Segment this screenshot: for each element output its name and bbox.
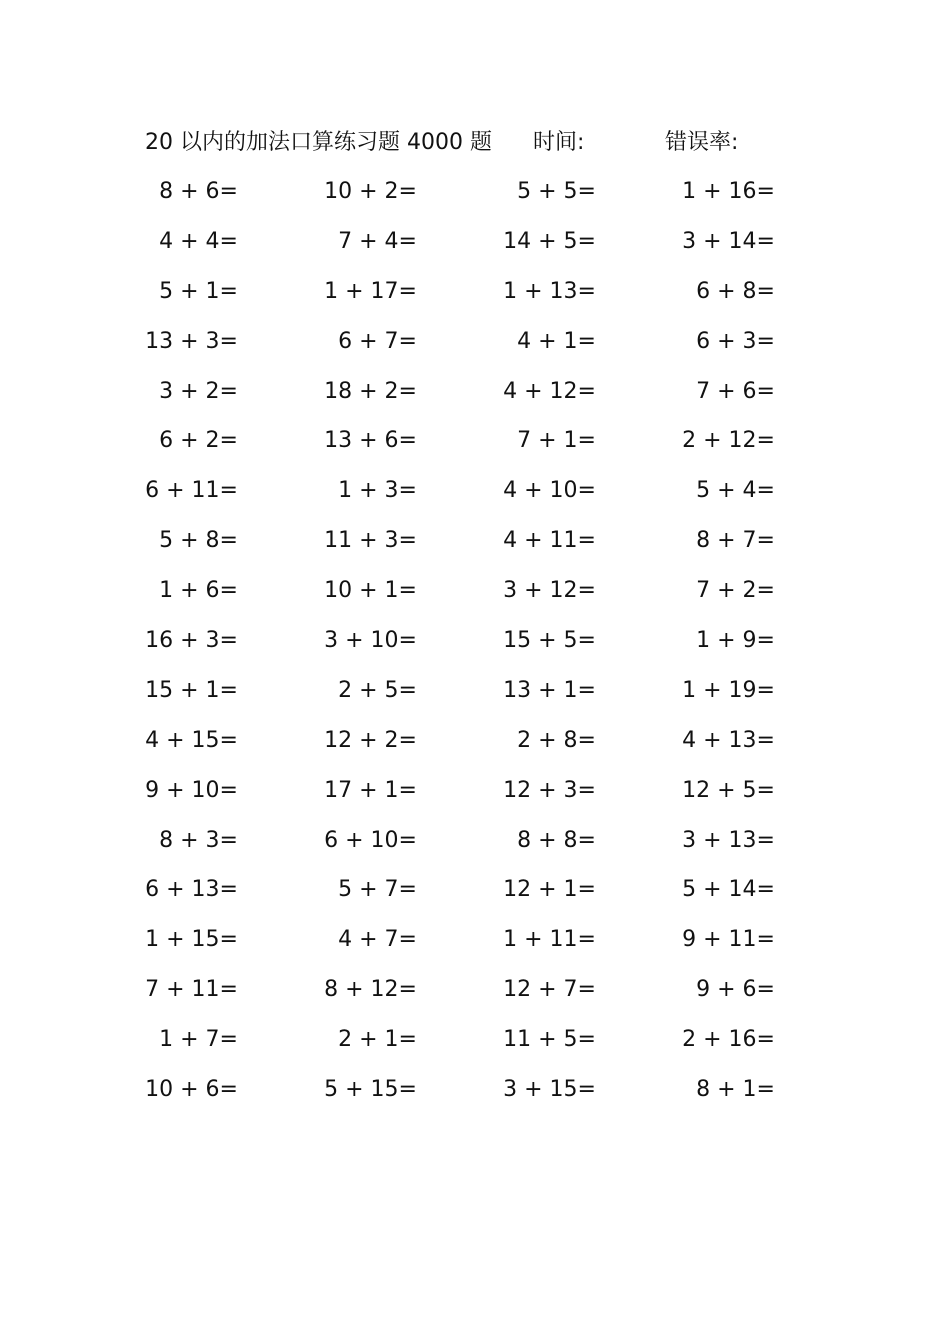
addition-problem: 7 + 6= — [696, 378, 775, 404]
addition-problem: 6 + 13= — [145, 877, 238, 903]
addition-problem: 2 + 5= — [338, 677, 417, 703]
addition-problem: 6 + 11= — [145, 478, 238, 504]
worksheet-header — [0, 126, 950, 160]
addition-problem: 9 + 11= — [682, 927, 775, 953]
addition-problem: 11 + 3= — [324, 528, 417, 554]
addition-problem: 10 + 6= — [145, 1077, 238, 1103]
addition-problem: 4 + 7= — [338, 927, 417, 953]
problem-row — [0, 920, 950, 970]
addition-problem: 1 + 19= — [682, 677, 775, 703]
addition-problem: 13 + 6= — [324, 428, 417, 454]
addition-problem: 7 + 1= — [517, 428, 596, 454]
addition-problem: 1 + 9= — [696, 628, 775, 654]
problem-row — [0, 172, 950, 222]
addition-problem: 6 + 3= — [696, 328, 775, 354]
addition-problem: 4 + 12= — [503, 378, 596, 404]
addition-problem: 10 + 2= — [324, 179, 417, 204]
problem-row — [0, 621, 950, 671]
addition-problem: 12 + 3= — [503, 777, 596, 803]
addition-problem: 18 + 2= — [324, 378, 417, 404]
addition-problem: 1 + 17= — [324, 278, 417, 304]
addition-problem: 2 + 12= — [682, 428, 775, 454]
problem-row — [0, 970, 950, 1020]
addition-problem: 4 + 1= — [517, 328, 596, 354]
addition-problem: 5 + 1= — [159, 278, 238, 304]
addition-problem: 5 + 15= — [324, 1077, 417, 1103]
problem-row — [0, 1020, 950, 1070]
addition-problem: 7 + 2= — [696, 578, 775, 604]
addition-problem: 8 + 1= — [696, 1077, 775, 1103]
problem-row — [0, 571, 950, 621]
problem-row — [0, 521, 950, 571]
problem-row — [0, 471, 950, 521]
addition-problem: 1 + 13= — [503, 278, 596, 304]
addition-problem: 16 + 3= — [145, 628, 238, 654]
time-label: 时间: — [533, 130, 585, 155]
problem-row — [0, 272, 950, 322]
addition-problem: 6 + 2= — [159, 428, 238, 454]
addition-problem: 4 + 13= — [682, 727, 775, 753]
addition-problem: 5 + 7= — [338, 877, 417, 903]
addition-problem: 3 + 14= — [682, 228, 775, 254]
addition-problem: 15 + 1= — [145, 677, 238, 703]
problem-row — [0, 322, 950, 372]
problem-row — [0, 870, 950, 920]
addition-problem: 14 + 5= — [503, 228, 596, 254]
addition-problem: 2 + 1= — [338, 1027, 417, 1053]
addition-problem: 12 + 1= — [503, 877, 596, 903]
addition-problem: 1 + 15= — [145, 927, 238, 953]
addition-problem: 5 + 4= — [696, 478, 775, 504]
addition-problem: 4 + 10= — [503, 478, 596, 504]
addition-problem: 3 + 13= — [682, 827, 775, 853]
addition-problem: 4 + 11= — [503, 528, 596, 554]
addition-problem: 8 + 6= — [159, 179, 238, 204]
addition-problem: 4 + 15= — [145, 727, 238, 753]
problem-row — [0, 1070, 950, 1120]
addition-problem: 9 + 10= — [145, 777, 238, 803]
addition-problem: 6 + 7= — [338, 328, 417, 354]
addition-problem: 8 + 7= — [696, 528, 775, 554]
addition-problem: 12 + 5= — [682, 777, 775, 803]
addition-problem: 3 + 15= — [503, 1077, 596, 1103]
problem-row — [0, 421, 950, 471]
addition-problem: 3 + 12= — [503, 578, 596, 604]
addition-problem: 7 + 4= — [338, 228, 417, 254]
addition-problem: 13 + 3= — [145, 328, 238, 354]
addition-problem: 8 + 12= — [324, 977, 417, 1003]
addition-problem: 1 + 6= — [159, 578, 238, 604]
addition-problem: 5 + 14= — [682, 877, 775, 903]
addition-problem: 2 + 16= — [682, 1027, 775, 1053]
addition-problem: 8 + 8= — [517, 827, 596, 853]
addition-problem: 17 + 1= — [324, 777, 417, 803]
addition-problem: 1 + 11= — [503, 927, 596, 953]
problem-row — [0, 821, 950, 871]
addition-problem: 12 + 7= — [503, 977, 596, 1003]
addition-problem: 4 + 4= — [159, 228, 238, 254]
worksheet-title: 20 以内的加法口算练习题 4000 题 — [145, 130, 492, 155]
addition-problem: 6 + 8= — [696, 278, 775, 304]
addition-problem: 12 + 2= — [324, 727, 417, 753]
addition-problem: 8 + 3= — [159, 827, 238, 853]
addition-problem: 10 + 1= — [324, 578, 417, 604]
problem-row — [0, 771, 950, 821]
addition-problem: 3 + 10= — [324, 628, 417, 654]
problem-row — [0, 721, 950, 771]
addition-problem: 15 + 5= — [503, 628, 596, 654]
addition-problem: 3 + 2= — [159, 378, 238, 404]
addition-problem: 1 + 3= — [338, 478, 417, 504]
addition-problem: 6 + 10= — [324, 827, 417, 853]
problem-row — [0, 671, 950, 721]
problem-row — [0, 222, 950, 272]
problem-row — [0, 372, 950, 422]
problem-grid — [0, 172, 950, 1120]
addition-problem: 7 + 11= — [145, 977, 238, 1003]
addition-problem: 1 + 7= — [159, 1027, 238, 1053]
addition-problem: 11 + 5= — [503, 1027, 596, 1053]
addition-problem: 1 + 16= — [682, 179, 775, 204]
addition-problem: 13 + 1= — [503, 677, 596, 703]
addition-problem: 9 + 6= — [696, 977, 775, 1003]
addition-problem: 5 + 5= — [517, 179, 596, 204]
addition-problem: 5 + 8= — [159, 528, 238, 554]
addition-problem: 2 + 8= — [517, 727, 596, 753]
error-rate-label: 错误率: — [665, 130, 739, 155]
